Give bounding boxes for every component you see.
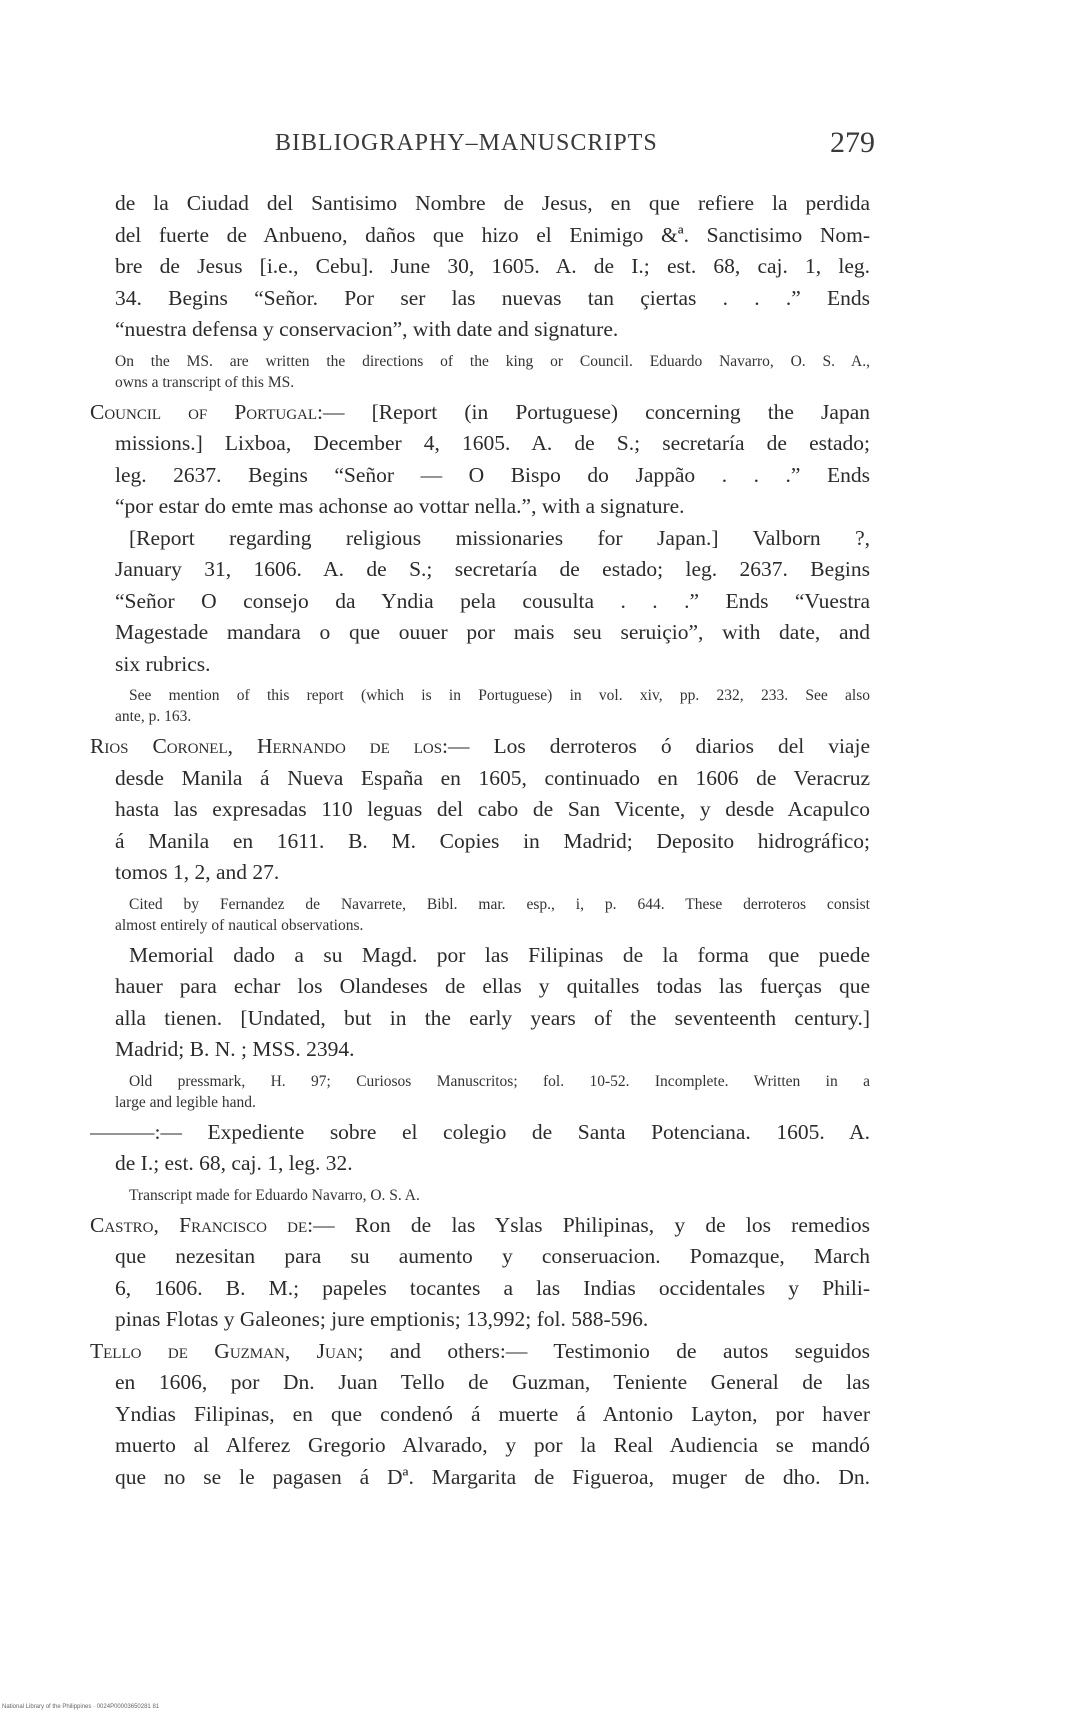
entry-note — [115, 894, 870, 936]
bibliography-entry — [115, 188, 870, 393]
entry-note — [115, 351, 870, 393]
entry-author: Tello de Guzman, Juan; — [90, 1338, 364, 1363]
text-line: que nezesitan para su aumento y conseruacion. Pomazque, March — [115, 1244, 870, 1268]
entry-title: [Report (in Portuguese) concerning the Japan — [344, 399, 870, 424]
entry-note — [115, 1185, 870, 1206]
entry-author: Council of Portugal:— — [90, 399, 345, 424]
text-line: [Report regarding religious missionaries for Japan.] Valborn ?, — [129, 525, 870, 550]
text-line: á Manila en 1611. B. M. Copies in Madrid; Deposito hidrográfico; — [115, 828, 870, 853]
text-line: Yndias Filipinas, en que condenó á muerte á Antonio Layton, por haver — [115, 1401, 870, 1426]
text-line: de I.; est. 68, caj. 1, leg. 32. — [115, 1151, 353, 1175]
note-line: owns a transcript of this MS. — [115, 373, 295, 391]
text-line: “por estar do emte mas achonse ao vottar nella.”, with a signature. — [115, 494, 685, 518]
text-line: missions.] Lixboa, December 4, 1605. A. de S.; secretaría de estado; — [115, 431, 870, 455]
text-line — [90, 397, 870, 429]
note-line: Cited by Fernandez de Navarrete, Bibl. mar. esp., i, p. 644. These derroteros consist — [129, 895, 870, 913]
bibliography-entry — [90, 731, 870, 936]
text-line: 6, 1606. B. M.; papeles tocantes a las Indias occidentales y Phili- — [115, 1275, 870, 1300]
text-line: “Señor O consejo da Yndia pela cousulta . . .” Ends “Vuestra — [115, 588, 870, 613]
note-line: Transcript made for Eduardo Navarro, O. S. A. — [129, 1186, 420, 1204]
note-line: large and legible hand. — [115, 1093, 256, 1111]
text-line: desde Manila á Nueva España en 1605, continuado en 1606 de Veracruz — [115, 765, 870, 790]
note-line: Old pressmark, H. 97; Curiosos Manuscritos; fol. 10-52. Incomplete. Written in a — [129, 1072, 870, 1090]
text-line: en 1606, por Dn. Juan Tello de Guzman, Teniente General de las — [115, 1370, 870, 1394]
entry-title: and others:— Testimonio de autos seguidos — [363, 1338, 870, 1363]
text-line: Madrid; B. N. ; MSS. 2394. — [115, 1037, 355, 1061]
text-line: Memorial dado a su Magd. por las Filipinas de la forma que puede — [129, 942, 870, 967]
bibliography-entry — [90, 397, 870, 523]
page-number: 279 — [830, 126, 875, 159]
text-line: tomos 1, 2, and 27. — [115, 860, 280, 884]
note-line: ante, p. 163. — [115, 708, 192, 725]
text-line: de la Ciudad del Santisimo Nombre de Jesus, en que refiere la perdida — [115, 191, 870, 215]
text-line: pinas Flotas y Galeones; jure emptionis; 13,992; fol. 588-596. — [115, 1307, 649, 1331]
entry-note — [115, 685, 870, 727]
running-head: BIBLIOGRAPHY–MANUSCRIPTS — [275, 130, 658, 156]
note-line: See mention of this report (which is in Portuguese) in vol. xiv, pp. 232, 233. See also — [129, 687, 870, 704]
text-line: 34. Begins “Señor. Por ser las nuevas tan çiertas . . .” Ends — [115, 285, 870, 310]
bibliography-entry — [90, 1210, 870, 1336]
text-line — [90, 731, 870, 763]
text-line — [90, 1210, 870, 1242]
page-header — [275, 126, 875, 170]
text-line: leg. 2637. Begins “Señor — O Bispo do Jappão . . .” Ends — [115, 462, 870, 487]
text-line: Magestade mandara o que ouuer por mais seu seruiçio”, with date, and — [115, 620, 870, 644]
text-line: January 31, 1606. A. de S.; secretaría de estado; leg. 2637. Begins — [115, 557, 870, 581]
text-line: muerto al Alferez Gregorio Alvarado, y por la Real Audiencia se mandó — [115, 1433, 870, 1457]
note-line: almost entirely of nautical observations. — [115, 916, 364, 934]
entry-title: Ron de las Yslas Philipinas, y de los remedios — [334, 1212, 870, 1237]
entry-author: Castro, Francisco de:— — [90, 1212, 335, 1237]
text-line: que no se le pagasen á Dª. Margarita de Figueroa, muger de dho. Dn. — [115, 1464, 870, 1489]
bibliography-entry — [115, 523, 870, 728]
note-line: On the MS. are written the directions of the king or Council. Eduardo Navarro, O. S. A., — [115, 352, 870, 370]
text-line: “nuestra defensa y conservacion”, with date and signature. — [115, 317, 619, 341]
library-identifier: National Library of the Philippines · 0024P00003650281 81 — [2, 1704, 160, 1710]
bibliography-entry — [115, 940, 870, 1113]
entry-author: Rios Coronel, Hernando de los:— — [90, 734, 470, 758]
text-line: del fuerte de Anbueno, daños que hizo el Enimigo &ª. Sanctisimo Nom- — [115, 222, 870, 247]
text-line: ———:— Expediente sobre el colegio de Santa Potenciana. 1605. A. — [90, 1119, 870, 1144]
text-line: hauer para echar los Olandeses de ellas y quitalles todas las fuerças que — [115, 974, 870, 998]
entry-note — [115, 1071, 870, 1113]
text-line: hasta las expresadas 110 leguas del cabo de San Vicente, y desde Acapulco — [115, 797, 870, 821]
text-line: bre de Jesus [i.e., Cebu]. June 30, 1605. A. de I.; est. 68, caj. 1, leg. — [115, 254, 870, 278]
text-line: six rubrics. — [115, 651, 211, 676]
entry-title: Los derroteros ó diarios del viaje — [469, 734, 870, 758]
text-line: alla tienen. [Undated, but in the early years of the seventeenth century.] — [115, 1005, 870, 1030]
bibliography-content — [90, 188, 870, 1493]
text-line — [90, 1336, 870, 1368]
bibliography-entry — [90, 1117, 870, 1206]
bibliography-entry — [90, 1336, 870, 1494]
